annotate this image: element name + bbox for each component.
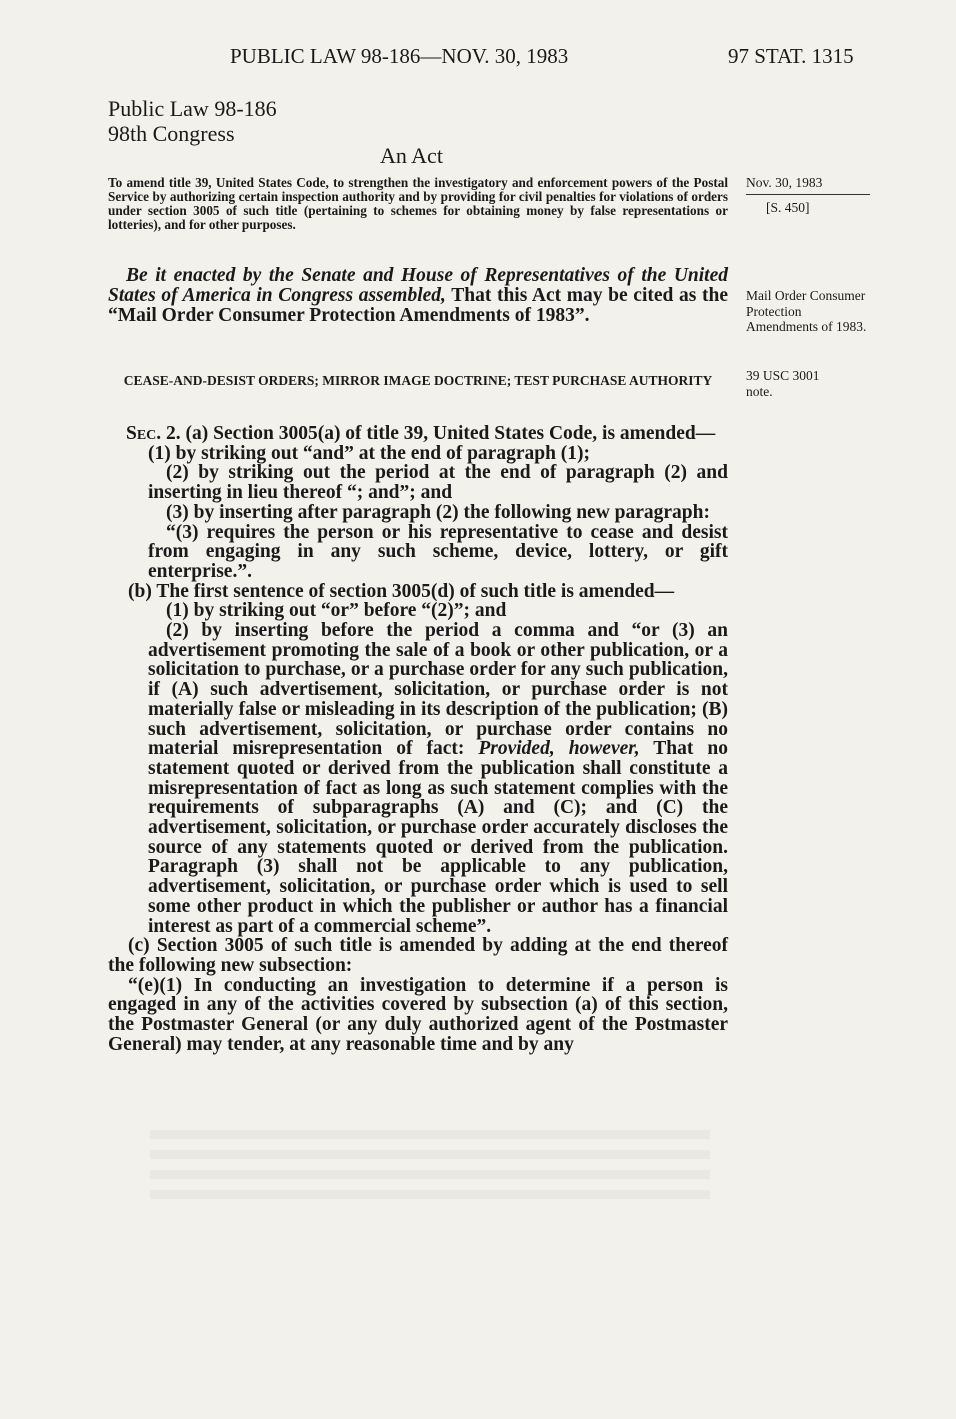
running-head-title: PUBLIC LAW 98-186—NOV. 30, 1983 <box>230 44 569 68</box>
sec2-c-intro: (c) Section 3005 of such title is amended by adding at the end thereof the following new subsection: <box>108 935 728 976</box>
sec2-a-intro-text: (a) Section 3005(a) of title 39, United States Code, is amended— <box>180 423 716 444</box>
sec2-a3-quote: “(3) requires the person or his representative to cease and desist from engaging in any such scheme, device, lottery, or gift enterprise.”. <box>148 521 728 582</box>
margin-note-date <box>746 175 870 199</box>
enactment-date: Nov. 30, 1983 <box>746 175 823 190</box>
proviso-italic: Provided, however, <box>478 738 640 760</box>
section-heading: CEASE-AND-DESIST ORDERS; MIRROR IMAGE DOCTRINE; TEST PURCHASE AUTHORITY <box>123 373 713 388</box>
sec2-a-intro <box>108 424 728 444</box>
section-label: Sec. 2. <box>126 423 181 444</box>
margin-note-short-title: Mail Order Consumer Protection Amendments of 1983. <box>746 288 867 334</box>
an-act-heading: An Act <box>380 143 443 168</box>
sec2-e1: “(e)(1) In conducting an investigation to determine if a person is engaged in any of the activities covered by subsection (a) of this section, the Postmaster General (or any duly authorized agent of the Postmaster General) may tender, at any reasonable time and by any <box>108 974 728 1055</box>
margin-note-bill: [S. 450] <box>766 200 810 215</box>
bleed-through-line <box>150 1190 710 1199</box>
margin-note-usc: 39 USC 3001 note. <box>746 368 820 399</box>
sec2-a1: (1) by striking out “and” at the end of paragraph (1); <box>148 442 591 464</box>
sec2-a2: (2) by striking out the period at the end of paragraph (2) and inserting in lieu thereof “; and”; and <box>148 462 728 504</box>
sec2-b2-start: (2) by inserting before the period a comma and “or (3) an advertisement promoting the sale of a book or other publication, or a solicitation to purchase, or a purchase order for any such publication, if (A) such advertisement, solicitation, or purchase order is not materially false or misleading in its description of the publication; (B) such advertisement, solicitation, or purchase order contains no material misrepresentation of fact: <box>148 620 728 760</box>
congress: 98th Congress <box>108 121 235 146</box>
enacting-clause-rest: That this Act may be cited as the “Mail Order Consumer Protection Amendments of 1983”. <box>108 285 728 326</box>
enacting-clause-italic: Be it enacted by the Senate and House of Representatives of the United States of America in Congress assembled, <box>108 265 728 306</box>
page-citation: 97 STAT. 1315 <box>728 44 854 68</box>
section-2-body <box>108 424 728 1055</box>
margin-rule <box>746 194 870 195</box>
sec2-b2-end: That no statement quoted or derived from the publication shall constitute a misrepresentation of fact as long as such statement complies with the requirements of subparagraphs (A) and (C); and (C) the advertisement, solicitation, or purchase order accurately discloses the source of any statements quoted or derived from the publication. Paragraph (3) shall not be applicable to any publication, advertisement, solicitation, or purchase order which is used to sell some other product in which the publisher or author has a financial interest as part of a commercial scheme”. <box>148 738 728 937</box>
sec2-b-intro: (b) The first sentence of section 3005(d) of such title is amended— <box>128 580 675 602</box>
act-long-title: To amend title 39, United States Code, to strengthen the investigatory and enforcement powers of the Postal Service by authorizing certain inspection authority and by providing for civil penalties for violations of orders under section 3005 of such title (pertaining to schemes for obtaining money by false representations or lotteries), and for other purposes. <box>108 175 728 232</box>
bleed-through-line <box>150 1150 710 1159</box>
sec2-a3: (3) by inserting after paragraph (2) the following new paragraph: <box>166 501 710 523</box>
enacting-clause <box>108 266 728 326</box>
bleed-through-line <box>150 1170 710 1179</box>
sec2-b1: (1) by striking out “or” before “(2)”; and <box>166 600 507 622</box>
law-number: Public Law 98-186 <box>108 96 277 121</box>
bleed-through-line <box>150 1130 710 1139</box>
sec2-b2 <box>108 621 728 936</box>
